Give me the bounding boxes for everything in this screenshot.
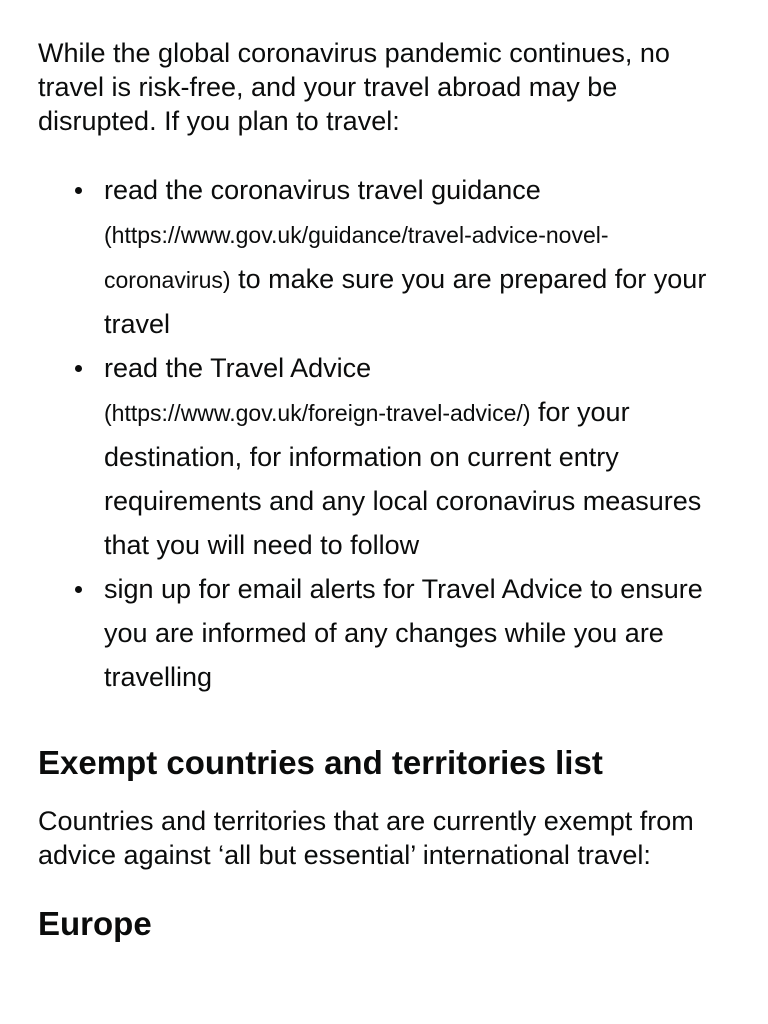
section-heading: Exempt countries and territories list xyxy=(38,744,603,781)
list-item-text: for your destination, for information on current entry requirements and any local coronavirus measures that you will need to follow xyxy=(104,397,702,560)
travel-advice-link[interactable]: (https://www.gov.uk/foreign-travel-advice/) xyxy=(104,400,531,426)
list-item xyxy=(104,346,732,567)
section-paragraph: Countries and territories that are currently exempt from advice against ‘all but essential’ international travel: xyxy=(38,806,694,870)
list-item xyxy=(104,567,732,699)
bullet-icon xyxy=(75,586,82,593)
list-item-text: read the Travel Advice xyxy=(104,353,372,383)
intro-paragraph: While the global coronavirus pandemic continues, no travel is risk-free, and your travel abroad may be disrupted. If you plan to travel: xyxy=(38,38,670,136)
list-item-text: sign up for email alerts for Travel Advice to ensure you are informed of any changes while you are travelling xyxy=(104,574,703,692)
region-heading: Europe xyxy=(38,905,152,942)
list-item-text: to make sure you are prepared for your travel xyxy=(104,264,707,339)
bullet-icon xyxy=(75,365,82,372)
list-item xyxy=(104,168,732,346)
guidance-link[interactable]: (https://www.gov.uk/guidance/travel-advice-novel-coronavirus) xyxy=(104,222,609,293)
list-item-text: read the coronavirus travel guidance xyxy=(104,175,541,205)
bullet-icon xyxy=(75,187,82,194)
advice-list xyxy=(38,168,732,699)
